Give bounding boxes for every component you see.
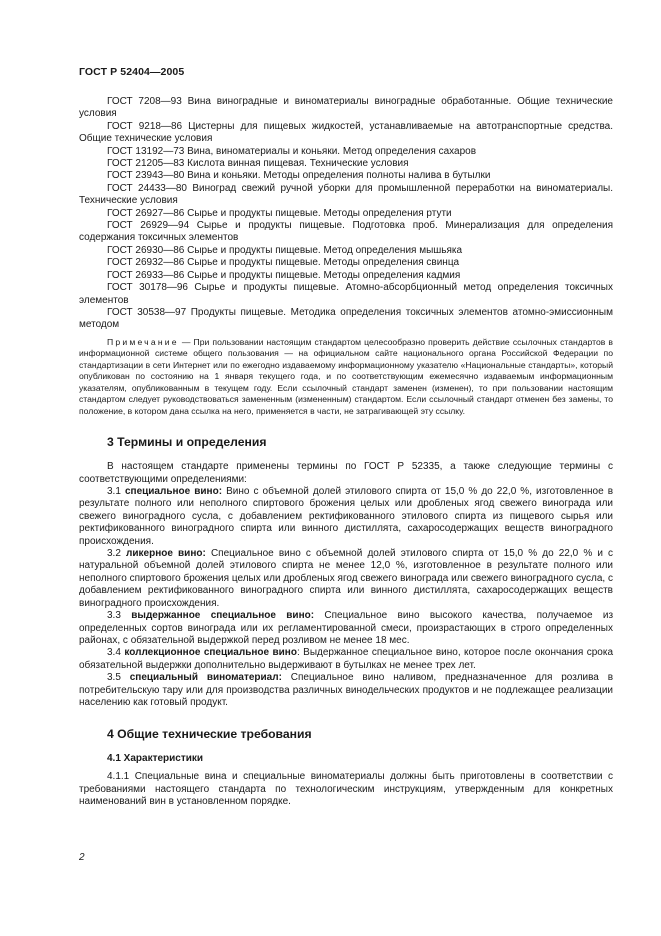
term-3-1 bbox=[79, 486, 613, 548]
section-4-1-1: 4.1.1 Специальные вина и специальные виноматериалы должны быть приготовлены в соответствии с требованиями настоящего стандарта по технологическим инструкциям, утвержденным для конкретных наименований вин в установленном порядке. bbox=[79, 771, 613, 808]
term-definition: Специальное вино наливом, предназначенное для розлива в потребительскую тару или для производства различных винодельческих продуктов и не подлежащее реализации населению как готовый продукт. bbox=[79, 672, 614, 708]
reference-item: ГОСТ 26932—86 Сырье и продукты пищевые. Методы определения свинца bbox=[107, 257, 460, 269]
note-label: Примечание bbox=[107, 336, 179, 347]
section-3-intro: В настоящем стандарте применены термины по ГОСТ Р 52335, а также следующие термины с соответствующими определениями: bbox=[79, 461, 613, 485]
term-name: специальное вино: bbox=[124, 486, 223, 498]
reference-item: ГОСТ 24433—80 Виноград свежий ручной уборки для промышленной переработки на виноматериалы. Технические условия bbox=[79, 182, 613, 207]
term-name: выдержанное специальное вино: bbox=[131, 610, 315, 622]
reference-item: ГОСТ 26927—86 Сырье и продукты пищевые. Методы определения ртути bbox=[107, 207, 452, 219]
term-definition: Специальное вино с объемной долей этилового спирта от 15,0 % до 22,0 % и с натуральной объемной долей этилового спирта не менее 12,0 %, изготовленное в результате полного или неполного спиртового брожения целых или дробленых ягод свежего винограда или свежего виноградного сусла, с добавлением ректификованного виноградного спирта или винного дистиллята, сахаросодержащих веществ виноградного происхождения. bbox=[79, 548, 614, 609]
reference-item: ГОСТ 26930—86 Сырье и продукты пищевые. Метод определения мышьяка bbox=[107, 244, 463, 256]
document-header: ГОСТ Р 52404—2005 bbox=[79, 66, 185, 78]
reference-item: ГОСТ 26933—86 Сырье и продукты пищевые. Методы определения кадмия bbox=[107, 269, 461, 281]
section-3-title: 3 Термины и определения bbox=[107, 435, 267, 450]
term-number: 3.1 bbox=[107, 486, 121, 498]
reference-item: ГОСТ 7208—93 Вина виноградные и виноматериалы виноградные обработанные. Общие технические условия bbox=[79, 96, 613, 120]
reference-item: ГОСТ 26929—94 Сырье и продукты пищевые. Подготовка проб. Минерализация для определения содержания токсичных элементов bbox=[79, 220, 613, 244]
section-4-title: 4 Общие технические требования bbox=[107, 727, 312, 742]
term-3-2 bbox=[79, 548, 613, 610]
term-definition: Вино с объемной долей этилового спирта от 15,0 % до 22,0 %, изготовленное в результате полного или неполного спиртового брожения целых или дробленых ягод свежего винограда или свежего виноградного сусла, с добавлением ректификованного этилового спирта из пищевого сырья или ректификованного виноградного спирта или винного дистиллята, сахаросодержащих веществ виноградного происхождения. bbox=[79, 486, 614, 547]
term-number: 3.5 bbox=[107, 672, 121, 684]
reference-item: ГОСТ 21205—83 Кислота винная пищевая. Технические условия bbox=[107, 158, 409, 170]
page-content bbox=[79, 96, 613, 809]
term-number: 3.3 bbox=[107, 610, 121, 622]
reference-item: ГОСТ 9218—86 Цистерны для пищевых жидкостей, устанавливаемые на автотранспортные средства. Общие технические условия bbox=[79, 120, 613, 145]
reference-item: ГОСТ 23943—80 Вина и коньяки. Методы определения полноты налива в бутылки bbox=[107, 170, 491, 182]
reference-item: ГОСТ 13192—73 Вина, виноматериалы и коньяки. Метод определения сахаров bbox=[107, 145, 477, 157]
reference-item: ГОСТ 30178—96 Сырье и продукты пищевые. Атомно-абсорбционный метод определения токсичных элементов bbox=[79, 282, 613, 306]
note bbox=[79, 337, 613, 418]
term-3-4 bbox=[79, 647, 613, 672]
term-definition: : Выдержанное специальное вино, которое после окончания срока обязательной выдержки дополнительно выдерживают в бутылках не менее трех лет. bbox=[79, 647, 613, 671]
term-number: 3.2 bbox=[107, 548, 121, 560]
term-definition: Специальное вино высокого качества, получаемое из определенных сортов винограда или их регламентированной смеси, произрастающих в строго определенных районах, с обязательной выдержкой перед розливом не менее 18 мес. bbox=[79, 610, 614, 646]
term-3-5 bbox=[79, 672, 613, 709]
term-number: 3.4 bbox=[107, 647, 121, 659]
term-name: специальный виноматериал: bbox=[129, 672, 282, 684]
note-text: — При пользовании настоящим стандартом целесообразно проверить действие ссылочных стандартов в информационной системе общего пользования — на официальном сайте национального органа Российской Федерации по стандартизации в сети Интернет или по ежегодно издаваемому информационному указателю «Национальные стандарты», который опубликован по состоянию на 1 января текущего года, и по соответствующим ежемесячно издаваемым информационным указателям, опубликованным в текущем году. Если ссылочный стандарт заменен (изменен), то при пользовании настоящим стандартом следует руководствоваться замененным (измененным) стандартом. Если ссылочный стандарт отменен без замены, то положение, в котором дана ссылка на него, применяется в части, не затрагивающей эту ссылку. bbox=[79, 336, 613, 416]
term-name: коллекционное специальное вино bbox=[124, 647, 297, 659]
page-number: 2 bbox=[79, 852, 85, 863]
reference-item: ГОСТ 30538—97 Продукты пищевые. Методика определения токсичных элементов атомно-эмиссионным методом bbox=[79, 306, 613, 331]
term-name: ликерное вино: bbox=[126, 548, 206, 560]
section-4-1-title: 4.1 Характеристики bbox=[107, 753, 204, 765]
term-3-3 bbox=[79, 610, 613, 647]
references-list bbox=[79, 96, 613, 332]
